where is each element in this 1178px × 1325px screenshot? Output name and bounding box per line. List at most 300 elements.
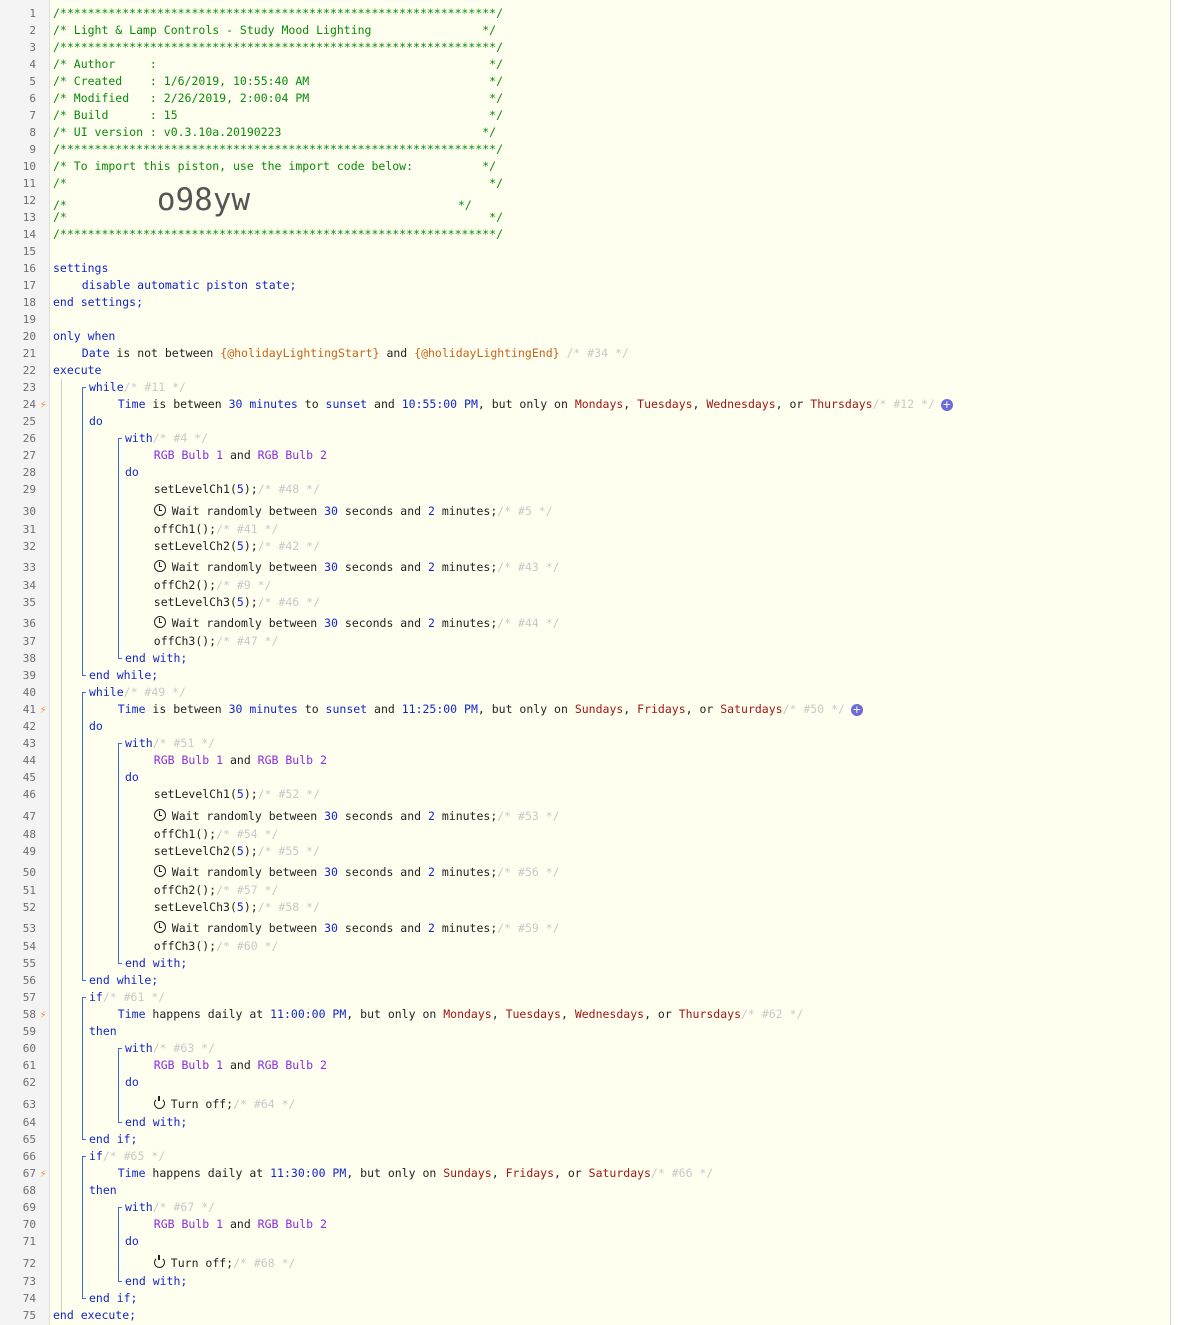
line-number: 57	[22, 991, 36, 1004]
block-guide-tick	[118, 658, 122, 659]
block-guide-tick	[82, 1298, 86, 1299]
with-keyword: with	[125, 1041, 153, 1055]
line-number: 75	[22, 1309, 36, 1322]
code-line[interactable]	[89, 1182, 117, 1199]
code-token: /* #51 */	[152, 736, 216, 750]
code-token: 2	[428, 616, 435, 630]
line-number: 67	[22, 1167, 36, 1180]
code-line[interactable]	[53, 124, 496, 141]
code-token: seconds and	[337, 504, 428, 518]
line-number: 52	[22, 901, 36, 914]
code-token: 30	[228, 397, 243, 411]
code-token: /* #64 */	[233, 1097, 296, 1111]
code-line[interactable]	[89, 1131, 137, 1148]
line-number: 3	[29, 41, 36, 54]
line-number: 66	[22, 1150, 36, 1163]
code-token: Time	[117, 1007, 146, 1021]
code-token: /* #48 */	[257, 482, 320, 496]
code-token: /* #43 */	[497, 560, 560, 574]
do-keyword: do	[125, 1075, 139, 1089]
code-line[interactable]	[53, 141, 503, 158]
line-number: 4	[29, 58, 36, 71]
code-token: /* #56 */	[497, 865, 560, 879]
code-line[interactable]	[53, 22, 496, 39]
add-circle-icon[interactable]: +	[852, 703, 862, 716]
code-token: setLevelCh2(	[153, 539, 237, 553]
code-token: 30	[324, 809, 338, 823]
line-number: 7	[29, 109, 36, 122]
code-token: /* #34 */	[559, 346, 629, 360]
block-guide-tick	[82, 1139, 86, 1140]
code-token: setLevelCh3(	[153, 900, 237, 914]
line-number: 72	[22, 1257, 36, 1270]
line-number: 40	[22, 686, 36, 699]
line-number: 38	[22, 652, 36, 665]
code-line[interactable]	[89, 1290, 137, 1307]
block-guide-tick	[118, 1281, 122, 1282]
code-token: );	[243, 844, 258, 858]
code-token: 2	[428, 809, 435, 823]
comment-blank: /* */	[53, 176, 504, 190]
date-operand: Date	[81, 346, 110, 360]
code-token: offCh3();	[153, 939, 217, 953]
code-line[interactable]	[118, 1006, 804, 1023]
line-number: 24	[22, 398, 36, 411]
code-line[interactable]	[154, 481, 320, 498]
code-token: , but only on	[477, 397, 575, 411]
code-line[interactable]	[89, 667, 158, 684]
lightning-bolt-icon: ⚡	[39, 398, 47, 411]
code-token: seconds and	[337, 865, 428, 879]
line-number: 34	[22, 579, 36, 592]
code-line[interactable]	[154, 1255, 296, 1272]
line-number: 47	[22, 810, 36, 823]
code-token: /* #49 */	[123, 685, 186, 699]
code-token: /* #67 */	[152, 1200, 216, 1214]
code-token: minutes	[242, 702, 298, 716]
day-thursdays: Thursdays	[810, 397, 873, 411]
code-line[interactable]	[53, 5, 503, 22]
lightning-bolt-icon: ⚡	[39, 1008, 47, 1021]
line-number: 30	[22, 505, 36, 518]
then-keyword: then	[89, 1183, 117, 1197]
code-token: setLevelCh2(	[153, 844, 237, 858]
if-keyword: if	[89, 1149, 103, 1163]
code-token: and	[367, 702, 402, 716]
block-guide	[118, 1048, 119, 1122]
with-keyword: with	[125, 736, 153, 750]
code-line[interactable]	[53, 1307, 136, 1324]
code-token: , but only on	[477, 702, 575, 716]
code-line[interactable]	[53, 39, 503, 56]
code-token: 11:25:00 PM	[401, 702, 478, 716]
code-line[interactable]	[82, 277, 297, 294]
code-line[interactable]	[154, 843, 320, 860]
code-token: ,	[560, 1007, 575, 1021]
code-line[interactable]	[125, 1114, 187, 1131]
comment-suffix: */	[250, 198, 472, 212]
line-number: 37	[22, 635, 36, 648]
clock-icon	[154, 616, 166, 628]
line-number: 8	[29, 126, 36, 139]
block-guide-tick	[118, 1122, 122, 1123]
comment-blank: /* */	[53, 210, 504, 224]
block-guide	[82, 692, 83, 980]
code-token: /* #61 */	[102, 990, 166, 1004]
comment-border: /***************************************************************/	[53, 227, 504, 241]
code-token: 30	[324, 865, 338, 879]
code-token: 11:30:00 PM	[270, 1166, 347, 1180]
import-instructions-comment: /* To import this piston, use the import code below: */	[53, 159, 497, 173]
code-token: );	[243, 539, 258, 553]
code-line[interactable]	[53, 182, 472, 218]
code-line[interactable]	[89, 413, 103, 430]
line-number-gutter	[0, 0, 50, 1325]
code-token: /* #47 */	[216, 634, 279, 648]
code-line[interactable]	[154, 899, 320, 916]
code-line[interactable]	[118, 1165, 713, 1182]
code-line[interactable]	[89, 1148, 165, 1165]
do-keyword: do	[125, 1234, 139, 1248]
line-number: 59	[22, 1025, 36, 1038]
code-token: /* #5 */	[497, 504, 553, 518]
line-number: 33	[22, 561, 36, 574]
block-guide	[118, 743, 119, 963]
line-number: 50	[22, 866, 36, 879]
line-number: 15	[22, 245, 36, 258]
code-token: minutes;	[434, 921, 498, 935]
line-number: 17	[22, 279, 36, 292]
clock-icon	[154, 504, 166, 516]
code-line[interactable]	[89, 718, 103, 735]
code-line[interactable]	[82, 345, 629, 362]
code-token: /* #12 */	[872, 397, 935, 411]
code-line[interactable]	[125, 735, 215, 752]
code-token: 30	[324, 921, 338, 935]
code-token: Time	[117, 397, 146, 411]
code-line[interactable]	[89, 972, 158, 989]
line-number: 55	[22, 957, 36, 970]
code-line[interactable]	[53, 362, 101, 379]
end-settings-keyword: end settings;	[53, 295, 144, 309]
device-rgb-bulb-2: RGB Bulb 2	[257, 753, 327, 767]
code-line[interactable]	[53, 175, 503, 192]
code-line[interactable]	[154, 503, 553, 520]
power-icon	[154, 1098, 165, 1109]
day-thursdays: Thursdays	[678, 1007, 741, 1021]
line-number: 27	[22, 449, 36, 462]
code-line[interactable]	[154, 633, 279, 650]
with-keyword: with	[125, 1200, 153, 1214]
code-token: minutes;	[434, 809, 498, 823]
line-number: 26	[22, 432, 36, 445]
code-line[interactable]	[154, 538, 320, 555]
while-keyword: while	[89, 685, 124, 699]
code-line[interactable]	[154, 1216, 327, 1233]
code-line[interactable]	[125, 430, 208, 447]
block-guide	[118, 1207, 119, 1281]
code-line[interactable]	[125, 1199, 215, 1216]
block-guide-tick	[118, 1048, 122, 1049]
code-token: and	[223, 753, 258, 767]
code-token: , or	[685, 702, 721, 716]
line-number: 23	[22, 381, 36, 394]
day-sundays: Sundays	[443, 1166, 492, 1180]
line-number: 6	[29, 92, 36, 105]
created-comment: /* Created : 1/6/2019, 10:55:40 AM */	[53, 74, 504, 88]
code-line[interactable]	[125, 1273, 187, 1290]
code-line[interactable]	[125, 1074, 139, 1091]
code-token: setLevelCh3(	[153, 595, 237, 609]
code-token: Wait randomly between	[171, 504, 325, 518]
code-line[interactable]	[125, 650, 187, 667]
code-line[interactable]	[89, 379, 186, 396]
code-token: /* #42 */	[257, 539, 320, 553]
block-guide-tick	[82, 692, 86, 693]
code-token: 5	[236, 482, 244, 496]
code-line[interactable]	[154, 786, 320, 803]
code-token: 5	[236, 844, 244, 858]
line-number: 41	[22, 703, 36, 716]
line-number: 31	[22, 523, 36, 536]
end-with-keyword: end with;	[125, 651, 188, 665]
day-tuesdays: Tuesdays	[505, 1007, 561, 1021]
end-with-keyword: end with;	[125, 1274, 188, 1288]
code-line[interactable]	[154, 864, 560, 881]
code-token: and	[223, 448, 258, 462]
do-keyword: do	[125, 465, 139, 479]
code-line[interactable]	[53, 73, 503, 90]
line-number: 21	[22, 347, 36, 360]
block-guide	[82, 997, 83, 1139]
line-number: 5	[29, 75, 36, 88]
code-line[interactable]	[154, 1057, 327, 1074]
end-if-keyword: end if;	[89, 1132, 138, 1146]
code-token: setLevelCh1(	[153, 787, 237, 801]
code-line[interactable]	[154, 752, 327, 769]
code-token: /* #55 */	[257, 844, 320, 858]
comment-prefix: /*	[53, 198, 157, 212]
line-number: 48	[22, 828, 36, 841]
comment-border: /***************************************************************/	[53, 142, 504, 156]
code-line[interactable]	[53, 209, 503, 226]
code-token: Wait randomly between	[171, 616, 325, 630]
code-line[interactable]	[154, 808, 560, 825]
comment-border: /***************************************************************/	[53, 40, 504, 54]
code-line[interactable]	[154, 1096, 296, 1113]
code-token: 2	[428, 560, 435, 574]
line-number: 32	[22, 540, 36, 553]
code-token: /* #54 */	[216, 827, 279, 841]
line-number: 58	[22, 1008, 36, 1021]
add-circle-icon[interactable]: +	[942, 398, 952, 411]
code-token: 2	[428, 921, 435, 935]
code-token: happens daily at	[145, 1007, 271, 1021]
code-token: and	[379, 346, 415, 360]
code-line[interactable]	[89, 989, 165, 1006]
settings-keyword: settings	[53, 261, 109, 275]
code-line[interactable]	[53, 294, 143, 311]
code-line[interactable]	[125, 464, 139, 481]
code-token: happens daily at	[145, 1166, 271, 1180]
code-line[interactable]	[125, 769, 139, 786]
code-line[interactable]	[53, 158, 496, 175]
line-number: 60	[22, 1042, 36, 1055]
code-token: ,	[491, 1166, 506, 1180]
code-token: , or	[775, 397, 811, 411]
line-number: 56	[22, 974, 36, 987]
code-token: minutes;	[434, 504, 498, 518]
code-token: /* #50 */	[782, 702, 845, 716]
code-token: );	[243, 595, 258, 609]
line-number: 49	[22, 845, 36, 858]
clock-icon	[154, 921, 166, 933]
code-token: sunset	[325, 702, 368, 716]
line-number: 65	[22, 1133, 36, 1146]
day-fridays: Fridays	[505, 1166, 555, 1180]
code-line[interactable]	[125, 955, 187, 972]
device-rgb-bulb-1: RGB Bulb 1	[153, 753, 224, 767]
code-token: /* #62 */	[741, 1007, 804, 1021]
import-code: o98yw	[156, 182, 251, 218]
code-line[interactable]	[154, 447, 327, 464]
code-token: offCh2();	[153, 883, 217, 897]
code-token: /* #66 */	[650, 1166, 714, 1180]
device-rgb-bulb-2: RGB Bulb 2	[257, 1058, 327, 1072]
code-line[interactable]	[154, 577, 272, 594]
code-token: and	[223, 1217, 258, 1231]
line-number: 13	[22, 211, 36, 224]
code-token: Wait randomly between	[171, 560, 325, 574]
line-number: 68	[22, 1184, 36, 1197]
code-token: minutes	[242, 397, 298, 411]
line-number: 14	[22, 228, 36, 241]
code-token: /* #46 */	[257, 595, 320, 609]
code-line[interactable]	[154, 594, 320, 611]
line-number: 51	[22, 884, 36, 897]
power-icon	[154, 1257, 165, 1268]
code-line[interactable]	[53, 107, 503, 124]
code-line[interactable]	[53, 260, 108, 277]
code-token: /* #4 */	[152, 431, 209, 445]
if-keyword: if	[89, 990, 103, 1004]
end-with-keyword: end with;	[125, 1115, 188, 1129]
variable-start: {@holidayLightingStart}	[220, 346, 380, 360]
day-tuesdays: Tuesdays	[637, 397, 693, 411]
code-token: /* #11 */	[123, 380, 186, 394]
code-token: Time	[117, 702, 146, 716]
day-wednesdays: Wednesdays	[574, 1007, 645, 1021]
code-line[interactable]	[53, 56, 503, 73]
line-number: 19	[22, 313, 36, 326]
line-number: 73	[22, 1275, 36, 1288]
code-line[interactable]	[125, 1233, 139, 1250]
end-if-keyword: end if;	[89, 1291, 138, 1305]
line-number: 22	[22, 364, 36, 377]
code-token: 2	[428, 504, 435, 518]
line-number: 29	[22, 483, 36, 496]
code-line[interactable]	[118, 701, 863, 718]
ui-version-comment: /* UI version : v0.3.10a.20190223 */	[53, 125, 497, 139]
code-line[interactable]	[154, 920, 560, 937]
end-with-keyword: end with;	[125, 956, 188, 970]
block-guide-tick	[82, 1156, 86, 1157]
code-token: ,	[623, 397, 638, 411]
code-token: seconds and	[337, 809, 428, 823]
code-line[interactable]	[53, 328, 115, 345]
line-number: 61	[22, 1059, 36, 1072]
execute-block-guide	[61, 379, 62, 1317]
code-token: 11:00:00 PM	[270, 1007, 347, 1021]
code-line[interactable]	[154, 615, 560, 632]
code-token: /* #9 */	[216, 578, 272, 592]
clock-icon	[154, 560, 166, 572]
line-number: 53	[22, 922, 36, 935]
code-token: /* #60 */	[216, 939, 279, 953]
line-number: 35	[22, 596, 36, 609]
code-token: 30	[324, 560, 338, 574]
code-token: minutes;	[434, 560, 498, 574]
device-rgb-bulb-1: RGB Bulb 1	[153, 448, 224, 462]
code-line[interactable]	[154, 882, 279, 899]
code-line[interactable]	[154, 521, 279, 538]
code-token: , or	[644, 1007, 679, 1021]
line-number: 64	[22, 1116, 36, 1129]
code-token: Turn off;	[170, 1256, 234, 1270]
block-guide-tick	[118, 1207, 122, 1208]
code-line[interactable]	[154, 938, 279, 955]
day-saturdays: Saturdays	[588, 1166, 651, 1180]
code-line[interactable]	[53, 226, 503, 243]
execute-keyword: execute	[53, 363, 102, 377]
code-token: /* #68 */	[233, 1256, 296, 1270]
code-token: );	[243, 787, 258, 801]
code-token: 30	[324, 504, 338, 518]
line-number: 69	[22, 1201, 36, 1214]
line-number: 42	[22, 720, 36, 733]
code-token: 2	[428, 865, 435, 879]
code-line[interactable]	[89, 684, 186, 701]
code-line[interactable]	[53, 90, 503, 107]
disable-state-setting: disable automatic piston state;	[81, 278, 297, 292]
code-token: 5	[236, 595, 244, 609]
code-token: Time	[117, 1166, 146, 1180]
piston-title-comment: /* Light & Lamp Controls - Study Mood Lighting */	[53, 23, 497, 37]
block-guide-tick	[118, 438, 122, 439]
code-line[interactable]	[125, 1040, 215, 1057]
day-saturdays: Saturdays	[720, 702, 783, 716]
code-line[interactable]	[118, 396, 953, 413]
code-token: offCh1();	[153, 827, 217, 841]
code-token: 10:55:00 PM	[401, 397, 478, 411]
line-number: 71	[22, 1235, 36, 1248]
variable-end: {@holidayLightingEnd}	[414, 346, 560, 360]
day-fridays: Fridays	[637, 702, 686, 716]
code-token: , but only on	[346, 1166, 444, 1180]
code-line[interactable]	[154, 559, 560, 576]
line-number: 45	[22, 771, 36, 784]
end-while-keyword: end while;	[89, 668, 159, 682]
then-keyword: then	[89, 1024, 117, 1038]
code-token: /* #53 */	[497, 809, 560, 823]
code-line[interactable]	[89, 1023, 117, 1040]
block-guide-tick	[82, 387, 86, 388]
code-token: to	[297, 397, 326, 411]
code-token: seconds and	[337, 560, 428, 574]
code-token: and	[367, 397, 402, 411]
code-line[interactable]	[154, 826, 279, 843]
block-guide-tick	[118, 743, 122, 744]
